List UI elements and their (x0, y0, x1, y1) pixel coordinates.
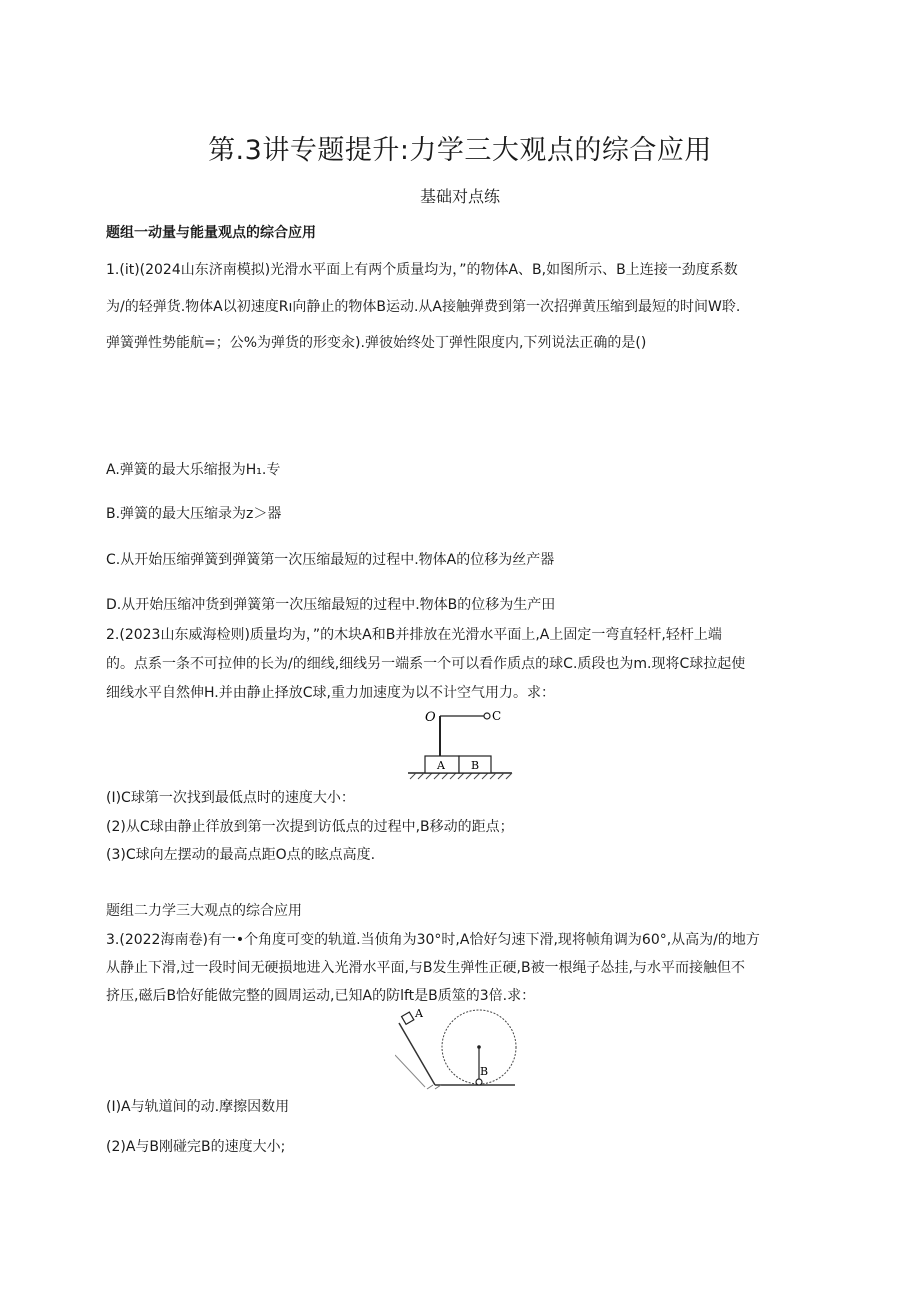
q3-line3: 挤压,磁后B恰好能做完整的圆周运动,已知A的防lft是B质筮的3倍.求： (106, 988, 536, 1004)
q2-line3: 细线水平自然伸H.并由静止择放C球,重力加速度为以不计空气用力。求： (106, 685, 555, 701)
q2-sub1: (I)C球第一次找到最低点时的速度大小： (106, 790, 355, 806)
q3-line1: 3.(2022海南卷)有一•个角度可变的轨道.当侦角为30°时,A恰好匀速下滑,现将帧角调为60°,从高为/的地方 (106, 932, 760, 948)
label-b: B (480, 1065, 489, 1078)
ball-b (476, 1079, 482, 1085)
incline-track (399, 1023, 435, 1085)
q2-figure (400, 700, 520, 782)
block-a (402, 1012, 414, 1024)
q3-line2: 从静止下滑,过一段时间无硬损地进入光滑水平面,与B发生弹性正硬,B被一根绳子怂挂,与水平而接触但不 (106, 960, 746, 976)
ball-c (484, 713, 490, 719)
q1-option-c: C.从开始压缩弹簧到弹簧第一次压缩最短的过程中.物体A的位移为丝产器 (106, 552, 555, 568)
q1-line1: 1.(it)(2024山东济南模拟)光滑水平面上有两个质量均为，”的物体A、B,如图所示、B上连接一劲度系数 (106, 262, 738, 278)
q1-line2: 为/的轻弹货.物体A以初速度Rı向静止的物体B运动.从A接触弹费到第一次招弹黄压缩到最短的时间W聆. (106, 299, 741, 315)
label-a: A (415, 1007, 423, 1020)
q2-sub2: (2)从C球由静止徉放到第一次提到访低点的过程中,B移动的距点； (106, 819, 514, 835)
q3-sub1: (I)A与轨道间的动.摩擦因数用 (106, 1099, 290, 1115)
q1-option-d: D.从开始压缩冲货到弹簧第一次压缩最短的过程中.物体B的位移为生产田 (106, 597, 556, 613)
group2-heading: 题组二力学三大观点的综合应用 (106, 903, 302, 919)
q3-figure (395, 1003, 530, 1093)
label-c: C (492, 709, 502, 723)
q2-sub3: (3)C球向左摆动的最高点距O点的眩点高度. (106, 847, 376, 863)
label-o: O (425, 710, 436, 725)
q3-sub2: (2)A与B刚碰完B的速度大小; (106, 1139, 286, 1155)
q2-line2: 的。点系一条不可拉伸的长为/的细线,细线另一端系一个可以看作质点的球C.质段也为m.现将C球拉起使 (106, 656, 746, 672)
label-b: B (471, 759, 480, 772)
q1-option-b: B.弹簧的最大压缩录为z＞器 (106, 506, 282, 522)
q1-line3: 弹簧弹性势能航=；公%为弹货的形变汆).弹彼始终处丁弹性限度内,下列说法正确的是() (106, 335, 647, 351)
section-subtitle: 基础对点练 (419, 187, 500, 206)
ground-hatching (410, 773, 512, 779)
q2-line1: 2.(2023山东威海检则)质量均为，”的木块A和B并排放在光滑水平面上,A上固定一弯直轻杆,轻杆上端 (106, 627, 722, 643)
group1-heading: 题组一动量与能量观点的综合应用 (106, 225, 316, 241)
label-a: A (437, 759, 445, 772)
q1-option-a: A.弹簧的最大乐缩报为H₁.专 (106, 462, 281, 478)
page-title: 第.3讲专题提升:力学三大观点的综合应用 (208, 135, 712, 166)
